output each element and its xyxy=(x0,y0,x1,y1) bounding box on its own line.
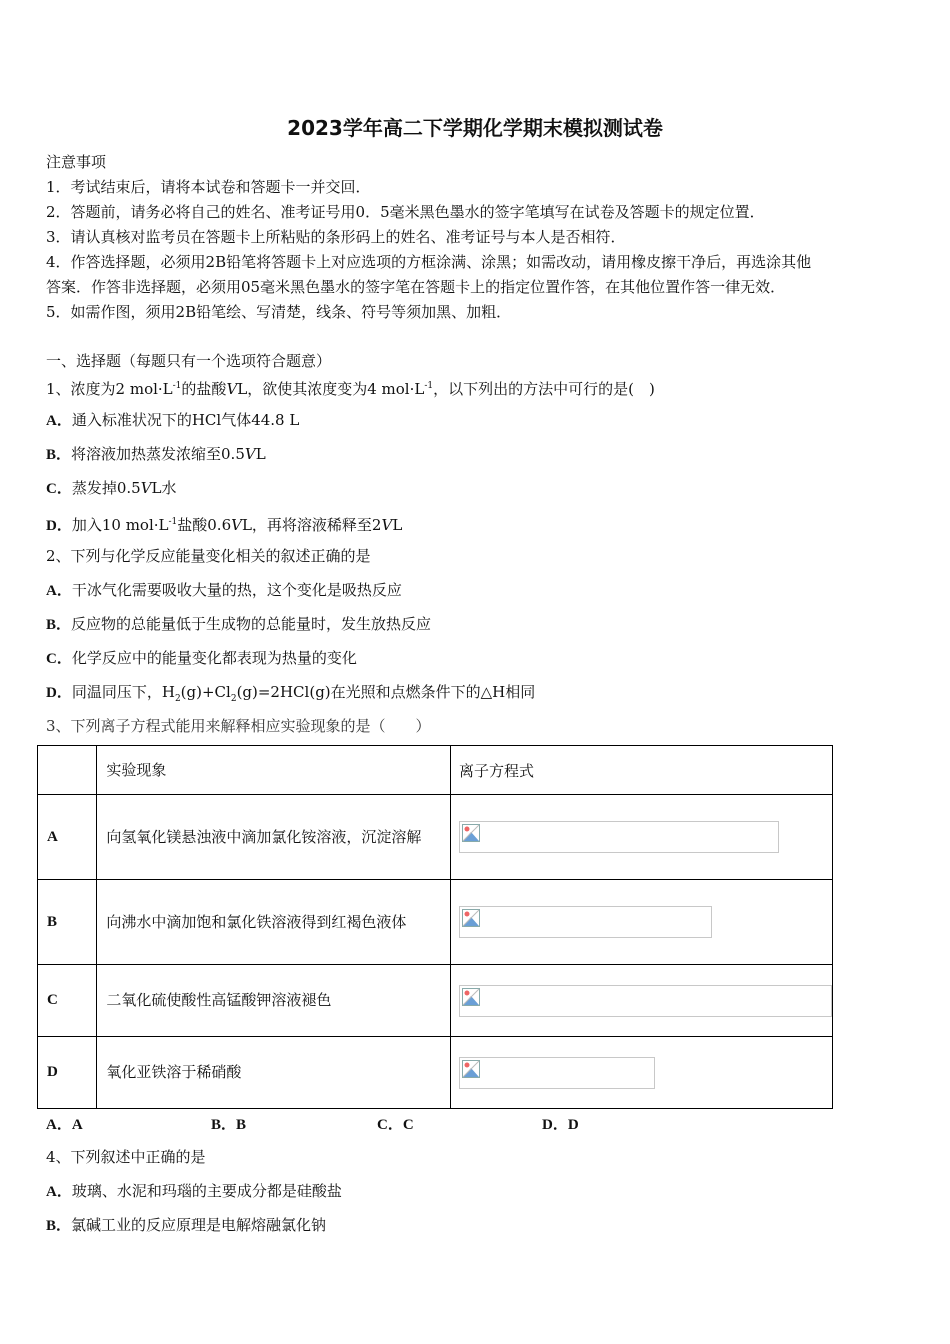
notice-item-4: 4．作答选择题，必须用2B铅笔将答题卡上对应选项的方框涂满、涂黑；如需改动，请用橡皮擦干净后，再选涂其他 xyxy=(46,253,812,271)
q1-option-d: D．加入10 $mol\cdot L^{-1}$盐酸0.6VL，再将溶液稀释至2VL xyxy=(46,516,403,534)
notice-item-1: 1．考试结束后，请将本试卷和答题卡一并交回． xyxy=(46,178,371,196)
q3-stem: 3、下列离子方程式能用来解释相应实验现象的是（ ） xyxy=(46,717,431,735)
q2-option-d: D．同温同压下，$H_2(g)+Cl_2(g)=2HCl(g)$在光照和点燃条件下的△H相同 xyxy=(46,683,536,704)
q2-option-c: C．化学反应中的能量变化都表现为热量的变化 xyxy=(46,649,357,667)
row-phenomenon: 氧化亚铁溶于稀硝酸 xyxy=(97,1037,451,1109)
table-row xyxy=(38,795,833,880)
page-title: 2023学年高二下学期化学期末模拟测试卷 xyxy=(287,116,663,140)
section-heading: 一、选择题（每题只有一个选项符合题意） xyxy=(46,352,332,370)
q2-option-b: B．反应物的总能量低于生成物的总能量时，发生放热反应 xyxy=(46,615,432,633)
notice-item-3: 3．请认真核对监考员在答题卡上所粘贴的条形码上的姓名、准考证号与本人是否相符． xyxy=(46,228,626,246)
q3-answer-d: D．D xyxy=(542,1117,579,1133)
table-row xyxy=(38,1037,833,1109)
row-label: C xyxy=(38,965,97,1037)
notice-item-4-cont: 答案．作答非选择题，必须用05毫米黑色墨水的签字笔在答题卡上的指定位置作答，在其他位置作答一律无效． xyxy=(46,278,786,296)
row-phenomenon: 二氧化硫使酸性高锰酸钾溶液褪色 xyxy=(97,965,451,1037)
row-phenomenon: 向氢氧化镁悬浊液中滴加氯化铵溶液，沉淀溶解 xyxy=(97,795,451,880)
q4-stem: 4、下列叙述中正确的是 xyxy=(46,1148,206,1166)
row-phenomenon: 向沸水中滴加饱和氯化铁溶液得到红褐色液体 xyxy=(97,880,451,965)
q1-option-c: C．蒸发掉0.5VL水 xyxy=(46,479,177,497)
row-label: B xyxy=(38,880,97,965)
table-header-cell: 离子方程式 xyxy=(451,746,833,795)
q3-answer-c: C．C xyxy=(377,1117,414,1133)
notice-item-2: 2．答题前，请务必将自己的姓名、准考证号用0．5毫米黑色墨水的签字笔填写在试卷及答题卡的规定位置． xyxy=(46,203,765,221)
q4-option-b: B．氯碱工业的反应原理是电解熔融氯化钠 xyxy=(46,1216,327,1234)
q1-option-a: A．通入标准状况下的HCl气体44.8 L xyxy=(46,411,300,429)
q4-option-a: A．玻璃、水泥和玛瑙的主要成分都是硅酸盐 xyxy=(46,1182,342,1200)
table-header-cell xyxy=(38,746,97,795)
broken-image-icon xyxy=(459,821,779,853)
q2-option-a: A．干冰气化需要吸收大量的热，这个变化是吸热反应 xyxy=(46,581,402,599)
broken-image-icon xyxy=(459,1057,655,1089)
broken-image-icon xyxy=(459,906,712,938)
q2-stem: 2、下列与化学反应能量变化相关的叙述正确的是 xyxy=(46,547,371,565)
q1-option-b: B．将溶液加热蒸发浓缩至0.5VL xyxy=(46,445,266,463)
table-row xyxy=(38,880,833,965)
table-header-cell: 实验现象 xyxy=(97,746,451,795)
q3-answer-a: A．A xyxy=(46,1117,83,1133)
table-row xyxy=(38,965,833,1037)
row-label: D xyxy=(38,1037,97,1109)
table-header-row xyxy=(38,746,833,795)
notice-heading: 注意事项 xyxy=(46,153,107,171)
row-label: A xyxy=(38,795,97,880)
q3-table xyxy=(37,745,833,1109)
q1-stem: 1、浓度为2 $mol\cdot L^{-1}$的盐酸VL，欲使其浓度变为4 $mol\cdot L^{-1}$，以下列出的方法中可行的是( ) xyxy=(46,380,655,398)
broken-image-icon xyxy=(459,985,832,1017)
q3-answer-b: B．B xyxy=(211,1117,247,1133)
notice-item-5: 5．如需作图，须用2B铅笔绘、写清楚，线条、符号等须加黑、加粗． xyxy=(46,303,512,321)
